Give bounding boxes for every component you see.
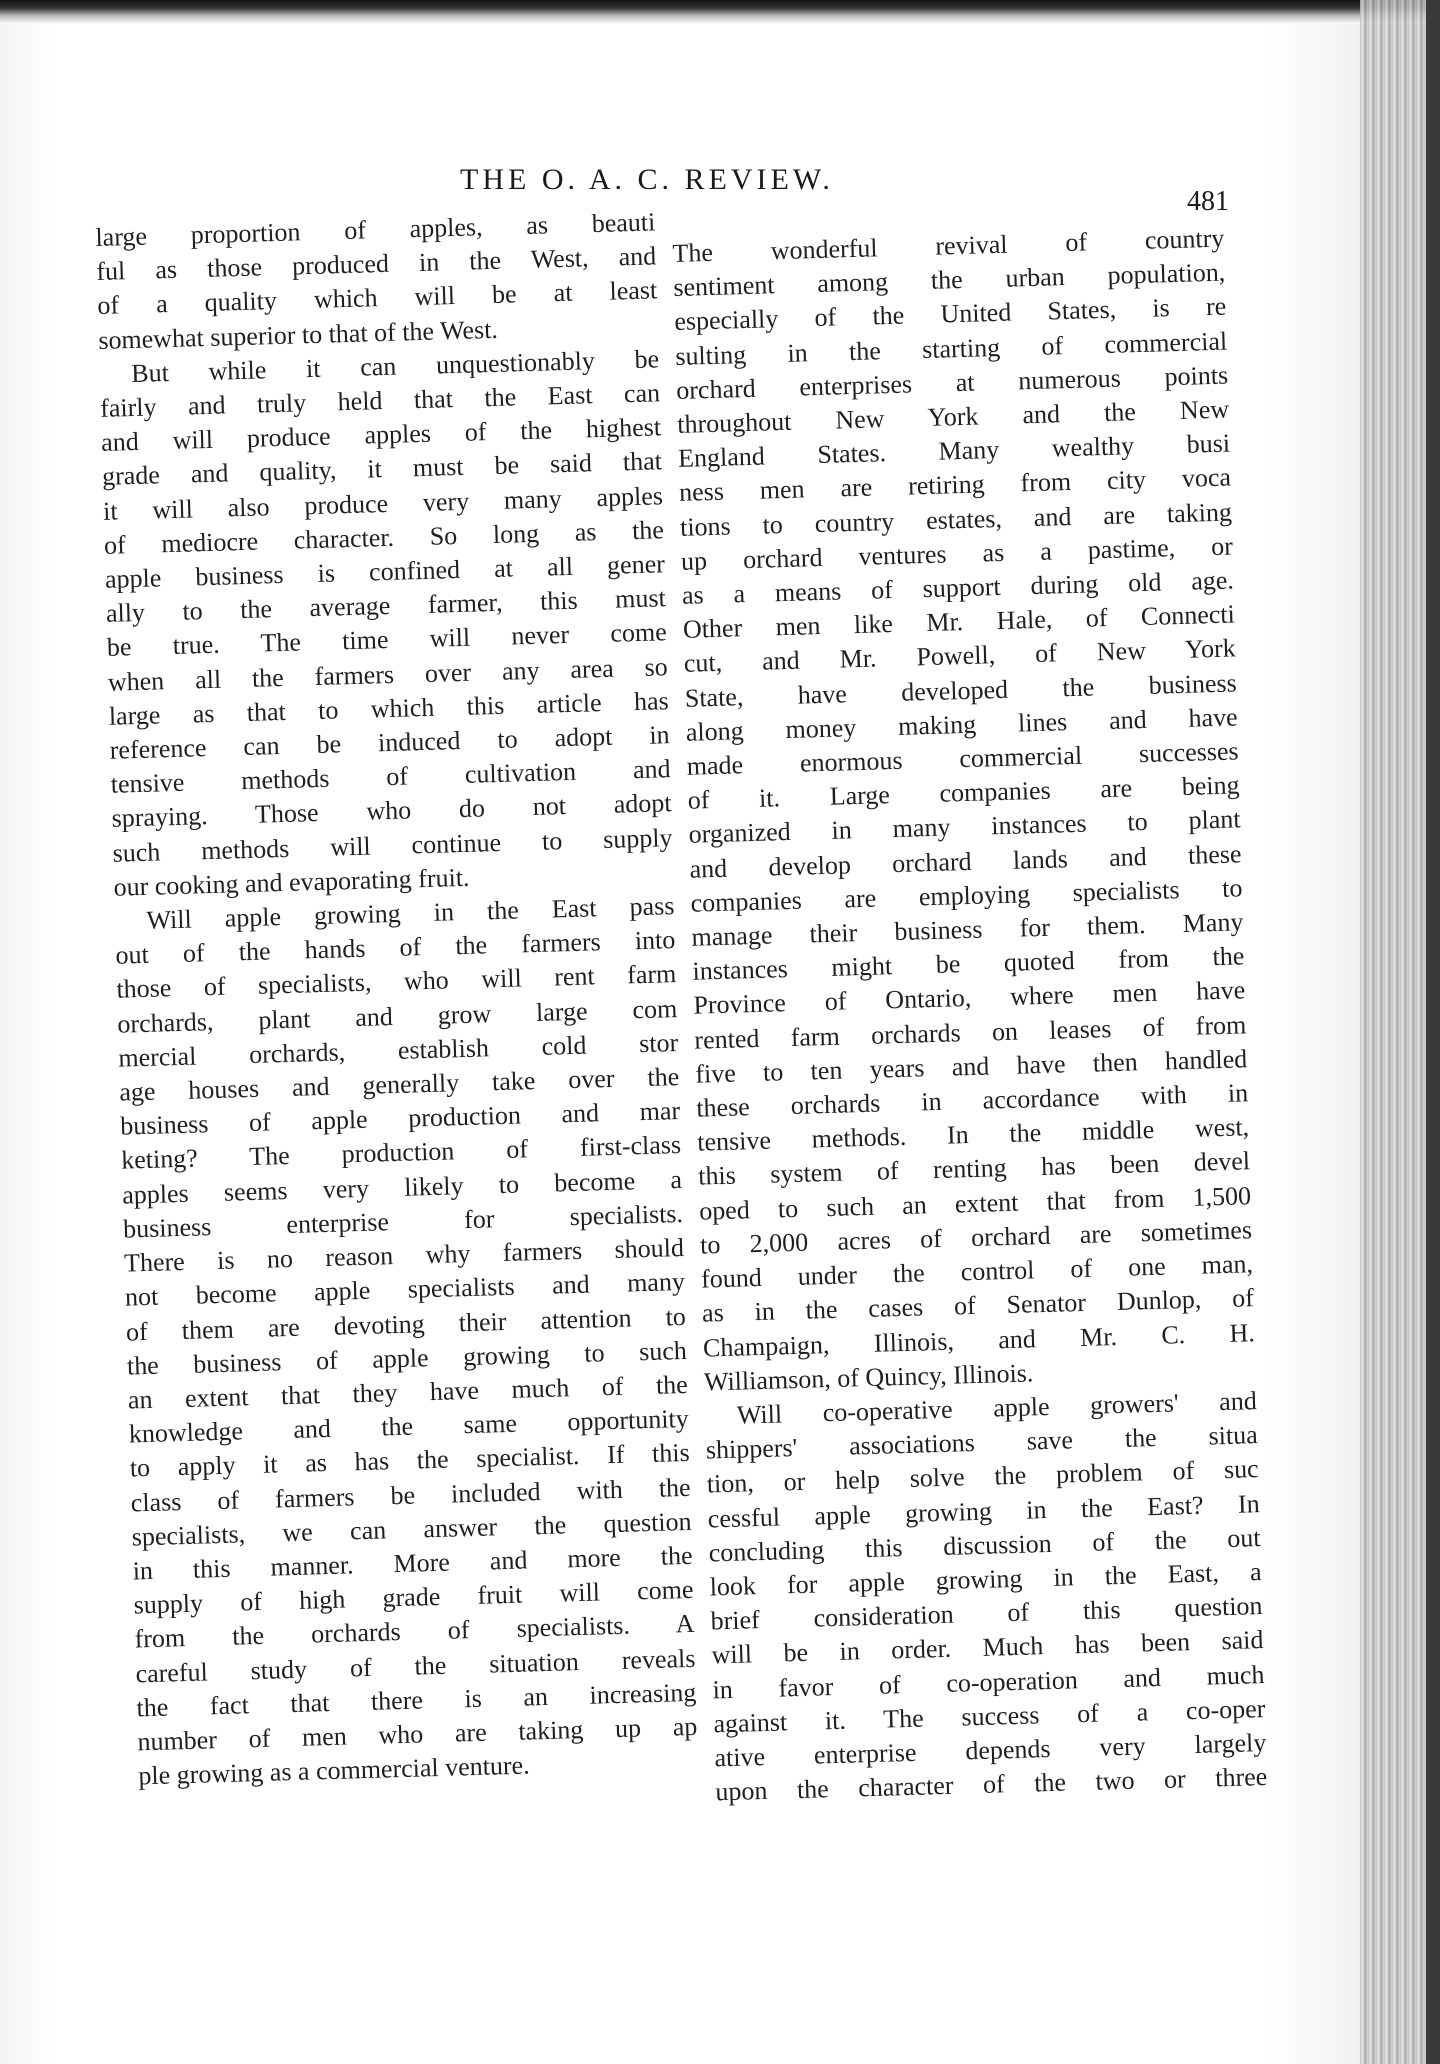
text-line: spraying. Those who do not adopt — [111, 788, 672, 834]
text-line: an extent that they have much of the — [127, 1369, 689, 1415]
text-line: the business of apple growing to such — [126, 1335, 688, 1381]
left-text-column — [95, 205, 699, 1793]
text-line: supply of high grade fruit will come — [133, 1574, 694, 1620]
text-line: business enterprise for specialists. — [122, 1198, 684, 1244]
text-line: ness men are retiring from city voca — [678, 462, 1232, 508]
text-line: reference can be induced to adopt in — [109, 720, 670, 765]
text-line: orchard enterprises at numerous points — [675, 360, 1229, 405]
text-line: fairly and truly held that the East can — [99, 378, 661, 423]
text-line: But while it can unquestionably be — [130, 344, 660, 388]
text-line: in this manner. More and more the — [132, 1540, 693, 1586]
text-line: There is no reason why farmers should — [123, 1233, 685, 1278]
text-line: found under the control of one man, — [700, 1249, 1254, 1294]
text-line: class of farmers be included with the — [130, 1472, 691, 1518]
text-line: Will co-operative apple growers' and — [736, 1386, 1258, 1430]
text-line: along money making lines and have — [685, 702, 1239, 747]
text-line: oped to such an extent that from 1,500 — [698, 1180, 1252, 1226]
text-line: ful as those produced in the West, and — [96, 241, 657, 287]
text-line: State, have developed the business — [684, 668, 1238, 713]
text-line: up orchard ventures as a pastime, or — [680, 531, 1234, 576]
text-line: will be in order. Much has been said — [711, 1625, 1264, 1670]
text-line: orchards, plant and grow large com — [117, 993, 678, 1039]
text-line: concluding this discussion of the out — [708, 1522, 1261, 1568]
text-line: cut, and Mr. Powell, of New York — [683, 633, 1237, 679]
text-line: apples seems very likely to become a — [121, 1164, 683, 1210]
text-line: manage their business for them. Many — [691, 907, 1244, 952]
text-line: of them are devoting their attention to — [125, 1301, 687, 1347]
page-number: 481 — [1187, 186, 1229, 217]
text-line: as a means of support during old age. — [681, 565, 1235, 610]
text-line: Other men like Mr. Hale, of Connecti — [682, 599, 1236, 645]
text-line: of it. Large companies are being — [687, 770, 1240, 816]
text-line: such methods will continue to supply — [112, 822, 673, 868]
text-line: tion, or help solve the problem of suc — [706, 1454, 1260, 1499]
text-line: somewhat superior to that of the West. — [97, 314, 499, 355]
text-line: mercial orchards, establish cold stor — [117, 1027, 679, 1073]
text-line: brief consideration of this question — [710, 1591, 1263, 1636]
text-line: of mediocre character. So long as the — [103, 515, 665, 560]
text-line: large proportion of apples, as beauti — [95, 207, 656, 252]
text-line: ative enterprise depends very largely — [714, 1727, 1267, 1773]
text-line: from the orchards of specialists. A — [134, 1609, 695, 1654]
text-line: rented farm orchards on leases of from — [694, 1009, 1247, 1055]
text-line: made enormous commercial successes — [686, 736, 1239, 781]
text-line: it will also produce very many apples — [102, 480, 664, 526]
text-line: when all the farmers over any area so — [107, 651, 669, 697]
text-line: ple growing as a commercial venture. — [138, 1750, 530, 1791]
text-line: Champaign, Illinois, and Mr. C. H. — [702, 1317, 1256, 1363]
text-line: Williamson, of Quincy, Illinois. — [703, 1358, 1034, 1397]
right-text-column — [672, 222, 1268, 1810]
text-line: Province of Ontario, where men have — [693, 975, 1246, 1021]
text-line: be true. The time will never come — [106, 617, 668, 663]
text-line: as in the cases of Senator Dunlop, of — [701, 1283, 1255, 1328]
text-line: those of specialists, who will rent farm — [116, 959, 677, 1005]
text-line: tensive methods. In the middle west, — [696, 1112, 1250, 1157]
text-line: specialists, we can answer the question — [131, 1506, 692, 1552]
text-line: our cooking and evaporating fruit. — [113, 862, 470, 902]
text-line: to apply it as has the specialist. If this — [129, 1438, 691, 1483]
text-line: and will produce apples of the highest — [100, 412, 662, 458]
text-line: in favor of co-operation and much — [712, 1659, 1265, 1704]
text-line: against it. The success of a co-oper — [713, 1693, 1266, 1739]
text-line: to 2,000 acres of orchard are sometimes — [699, 1215, 1253, 1260]
text-line: look for apple growing in the East, a — [709, 1556, 1262, 1602]
text-line: careful study of the situation reveals — [135, 1643, 696, 1688]
text-line: large as that to which this article has — [108, 686, 670, 731]
text-line: apple business is confined at all gener — [104, 549, 666, 594]
text-line: sentiment among the urban population, — [673, 257, 1226, 303]
text-line: five to ten years and have then handled — [694, 1044, 1248, 1089]
text-line: organized in many instances to plant — [688, 804, 1241, 850]
text-line: the fact that there is an increasing — [136, 1677, 697, 1723]
text-line: tensive methods of cultivation and — [110, 754, 671, 800]
text-line: England States. Many wealthy busi — [677, 428, 1231, 474]
text-line: sulting in the starting of commercial — [674, 326, 1228, 371]
text-line: business of apple production and mar — [119, 1096, 681, 1141]
text-line: shippers' associations save the situa — [705, 1420, 1259, 1465]
text-line: upon the character of the two or three — [715, 1762, 1268, 1807]
text-line: and develop orchard lands and these — [689, 839, 1242, 884]
text-line: this system of renting has been devel — [697, 1146, 1251, 1192]
running-header: THE O. A. C. REVIEW. — [460, 163, 834, 196]
text-line: instances might be quoted from the — [692, 941, 1245, 986]
text-line: keting? The production of first-class — [120, 1130, 682, 1176]
text-line: out of the hands of the farmers into — [115, 925, 676, 970]
text-line: knowledge and the same opportunity — [128, 1404, 690, 1449]
text-line: not become apple specialists and many — [124, 1267, 686, 1312]
book-binding-shadow — [1426, 0, 1440, 2064]
text-line: throughout New York and the New — [676, 394, 1230, 439]
text-line: The wonderful revival of country — [672, 223, 1225, 268]
text-line: tions to country estates, and are taking — [679, 497, 1233, 542]
text-line: cessful apple growing in the East? In — [707, 1488, 1260, 1534]
text-line: age houses and generally take over the — [118, 1062, 680, 1107]
text-line: Will apple growing in the East pass — [146, 891, 675, 935]
text-line: ally to the average farmer, this must — [105, 583, 667, 629]
page-top-edge — [0, 0, 1440, 24]
text-line: of a quality which will be at least — [96, 275, 658, 321]
text-line: grade and quality, it must be said that — [101, 446, 663, 492]
text-line: number of men who are taking up ap — [137, 1711, 698, 1757]
text-line: these orchards in accordance with in — [695, 1078, 1249, 1123]
text-line: especially of the United States, is re — [673, 291, 1227, 337]
text-line: companies are employing specialists to — [690, 873, 1243, 918]
